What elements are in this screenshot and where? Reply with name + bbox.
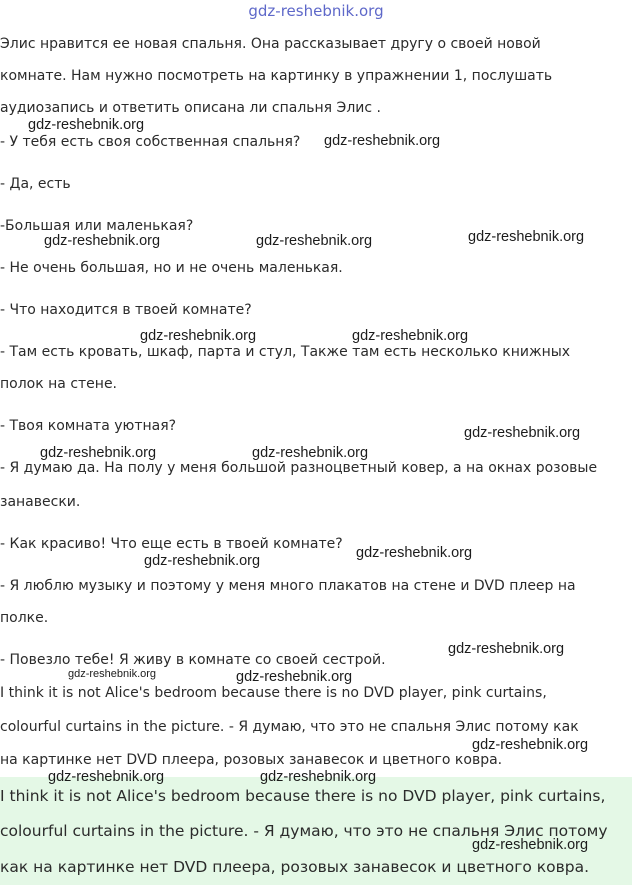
answer-highlight-line: I think it is not Alice's bedroom because there is no DVD player, pink curtains, <box>0 787 606 805</box>
dialogue-line: - Твоя комната уютная? <box>0 418 177 434</box>
dialogue-line: - Повезло тебе! Я живу в комнате со своей сестрой. <box>0 652 386 668</box>
dialogue-line: - Что находится в твоей комнате? <box>0 302 252 318</box>
watermark: gdz-reshebnik.org <box>464 425 581 441</box>
watermark: gdz-reshebnik.org <box>252 445 369 461</box>
answer-line: I think it is not Alice's bedroom because there is no DVD player, pink curtains, <box>0 685 547 701</box>
watermark: gdz-reshebnik.org <box>468 229 585 245</box>
answer-line: colourful curtains in the picture. - Я думаю, что это не спальня Элис потому как <box>0 719 579 735</box>
intro-line: Элис нравится ее новая спальня. Она рассказывает другу о своей новой <box>0 36 541 52</box>
dialogue-line: - Там есть кровать, шкаф, парта и стул, Также там есть несколько книжных <box>0 344 571 360</box>
watermark: gdz-reshebnik.org <box>472 737 589 753</box>
dialogue-line: - Да, есть <box>0 176 71 192</box>
intro-line: аудиозапись и ответить описана ли спальня Элис . <box>0 100 381 116</box>
dialogue-line: - Я люблю музыку и поэтому у меня много плакатов на стене и DVD плеер на <box>0 578 576 594</box>
dialogue-line: - Не очень большая, но и не очень маленькая. <box>0 260 343 276</box>
dialogue-line: - Как красиво! Что еще есть в твоей комнате? <box>0 536 343 552</box>
dialogue-line: полок на стене. <box>0 376 118 392</box>
watermark: gdz-reshebnik.org <box>256 233 373 249</box>
watermark: gdz-reshebnik.org <box>140 328 257 344</box>
watermark: gdz-reshebnik.org <box>44 233 161 249</box>
watermark: gdz-reshebnik.org <box>68 668 157 680</box>
answer-highlight-line: как на картинке нет DVD плеера, розовых занавесок и цветного ковра. <box>0 858 590 876</box>
watermark: gdz-reshebnik.org <box>28 117 145 133</box>
answer-highlight-line: colourful curtains in the picture. - Я думаю, что это не спальня Элис потому <box>0 822 608 840</box>
watermark: gdz-reshebnik.org <box>356 545 473 561</box>
watermark: gdz-reshebnik.org <box>472 837 589 853</box>
watermark: gdz-reshebnik.org <box>324 133 441 149</box>
answer-highlight-box <box>0 777 632 885</box>
dialogue-line: занавески. <box>0 494 81 510</box>
watermark: gdz-reshebnik.org <box>40 445 157 461</box>
watermark: gdz-reshebnik.org <box>236 669 353 685</box>
site-header: gdz-reshebnik.org <box>248 2 384 20</box>
dialogue-line: - У тебя есть своя собственная спальня? <box>0 134 301 150</box>
watermark: gdz-reshebnik.org <box>260 769 377 785</box>
dialogue-line: - Я думаю да. На полу у меня большой разноцветный ковер, а на окнах розовые <box>0 460 598 476</box>
answer-line: на картинке нет DVD плеера, розовых занавесок и цветного ковра. <box>0 752 503 768</box>
watermark: gdz-reshebnik.org <box>144 553 261 569</box>
intro-line: комнате. Нам нужно посмотреть на картинку в упражнении 1, послушать <box>0 68 553 84</box>
dialogue-line: полке. <box>0 610 49 626</box>
watermark: gdz-reshebnik.org <box>352 328 469 344</box>
watermark: gdz-reshebnik.org <box>48 769 165 785</box>
dialogue-line: -Большая или маленькая? <box>0 218 194 234</box>
watermark: gdz-reshebnik.org <box>448 641 565 657</box>
